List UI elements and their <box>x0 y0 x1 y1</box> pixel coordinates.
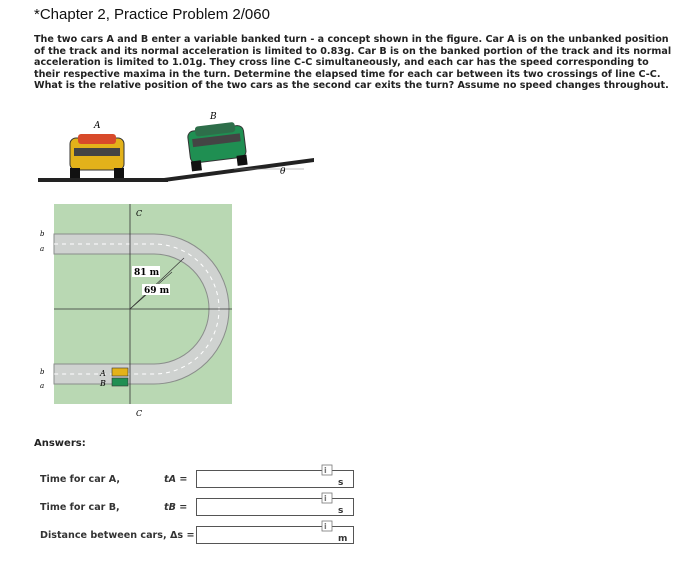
answer-unit: m <box>338 534 348 544</box>
lane-a-bottom-label: a <box>40 382 45 390</box>
car-a-label: A <box>94 121 101 131</box>
lane-a-top-label: a <box>40 245 45 253</box>
page-title: *Chapter 2, Practice Problem 2/060 <box>34 6 270 23</box>
car-b-top-view <box>112 378 128 386</box>
cars-bank-figure <box>34 108 324 190</box>
answer-symbol: tB = <box>164 502 188 513</box>
svg-text:i: i <box>324 494 327 503</box>
answers-heading: Answers: <box>34 438 86 449</box>
answer-label: Time for car B, <box>40 502 120 513</box>
ground-flat <box>38 178 168 182</box>
svg-text:i: i <box>324 466 327 475</box>
car-a-top-view <box>112 368 128 376</box>
answer-unit: s <box>338 478 344 488</box>
car-b-tag: B <box>100 379 106 388</box>
problem-statement: The two cars A and B enter a variable banked turn - a concept shown in the figure. Car A is on the unbanked position of the track and its normal acceleration is limited to 0.83g. Car B is on the banked portion of the track and its normal acceleration is limited to 1.01g. They cross line C-C simultaneously, and each car has the speed corresponding to their respective maxima in the turn. Determine the elapsed time for each car between its two crossings of line C-C. What is the relative position of the two cars as the second car exits the turn? Assume no speed changes throughout. <box>34 34 672 91</box>
info-icon[interactable] <box>321 492 337 504</box>
radius-outer-label: 81 m <box>134 268 160 278</box>
svg-text:i: i <box>324 522 327 531</box>
lane-b-top-label: b <box>40 230 45 238</box>
car-a <box>70 134 124 178</box>
answer-symbol: tA = <box>164 474 188 485</box>
line-c-top-label: C <box>136 209 143 218</box>
car-b <box>187 121 248 171</box>
line-c-bottom-label: C <box>136 409 143 418</box>
radius-inner-label: 69 m <box>144 286 170 296</box>
answer-label: Time for car A, <box>40 474 120 485</box>
car-b-label: B <box>210 112 217 122</box>
track-diagram <box>34 196 274 421</box>
info-icon[interactable] <box>321 464 337 476</box>
answer-label: Distance between cars, Δs = <box>40 530 195 541</box>
car-a-tag: A <box>100 369 106 378</box>
info-icon[interactable] <box>321 520 337 532</box>
lane-b-bottom-label: b <box>40 368 45 376</box>
angle-label: θ <box>280 167 286 177</box>
answer-unit: s <box>338 506 344 516</box>
